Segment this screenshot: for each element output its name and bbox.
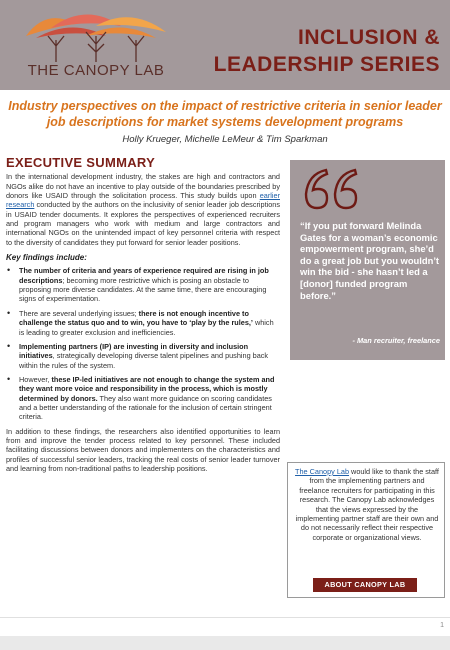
intro-text-a: In the international development industry, the stakes are high and contractors and NGOs alike do not have an incentive to play outside of the boundaries prescribed by donors like USAID through the solicitation process. This study builds upon bbox=[6, 172, 280, 201]
list-item bbox=[6, 375, 280, 422]
acknowledgement-text bbox=[294, 467, 440, 542]
finding-2-bold: there is not enough incentive to challenge the status quo and to win, you have to ‘play by the rules,’ bbox=[19, 308, 253, 328]
earlier-research-link[interactable]: earlier research bbox=[6, 191, 280, 210]
finding-2-text: which is leading to greater exclusion and inefficiencies. bbox=[19, 318, 274, 337]
finding-4-pre: However, bbox=[19, 374, 52, 384]
acknowledgement-body: would like to thank the staff from the implementing partners and freelance recruiters for participating in this research. The Canopy Lab acknowledges that the views expressed by the implementing partner staff are their own and do not necessarily reflect their respective corporate or organizational views. bbox=[295, 467, 439, 542]
about-canopy-lab-button[interactable]: ABOUT CANOPY LAB bbox=[313, 578, 417, 592]
finding-3-text: , strategically developing diverse talent pipelines and pushing back within the rules of the system. bbox=[19, 351, 269, 370]
finding-4-bold: these IP-led initiatives are not enough to change the system and they want more voice and responsibility in the process, which is mostly determined by donors. bbox=[19, 374, 275, 403]
canopy-lab-logo[interactable] bbox=[6, 6, 186, 86]
footer-divider bbox=[0, 617, 450, 618]
finding-3-bold: Implementing partners (IP) are investing in diversity and inclusion initiatives bbox=[19, 341, 249, 361]
intro-text-b: conducted by the authors on the inclusivity of senior leader job descriptions in USAID tender documents. It explores the perspectives of experienced recruiters and program managers who work with medium and large contractors and international NGOs on the unintended impact of key personnel criteria with respect to the diversity of candidates they put forward for senior leader positions. bbox=[6, 200, 280, 247]
series-title bbox=[200, 24, 440, 78]
quote-mark-icon bbox=[300, 164, 360, 214]
finding-1-bold: The number of criteria and years of experience required are rising in job descriptions bbox=[19, 266, 269, 285]
finding-1-text: ; becoming more restrictive which is posing an obstacle to proposing more diverse candidates. At the same time, there are encouraging signs of experimentation. bbox=[19, 275, 267, 304]
key-findings-list bbox=[6, 266, 280, 421]
header-banner bbox=[0, 0, 450, 90]
finding-2-pre: There are several underlying issues; bbox=[19, 308, 139, 318]
tree-canopy-icon bbox=[16, 6, 176, 64]
authors-line: Holly Krueger, Michelle LeMeur & Tim Sparkman bbox=[122, 134, 328, 145]
document-subtitle: Industry perspectives on the impact of restrictive criteria in senior leader job descriptions for market systems development programs bbox=[8, 99, 442, 129]
key-findings-heading: Key findings include: bbox=[6, 253, 87, 263]
quote-text: “If you put forward Melinda Gates for a woman’s economic empowerment program, she’d do a great job but you wouldn’t win the bid - she hasn’t led a [donor] funded program before.” bbox=[300, 220, 440, 301]
canopy-lab-link[interactable]: The Canopy Lab bbox=[295, 467, 350, 476]
series-title-line-1: INCLUSION & bbox=[298, 26, 440, 49]
footer-bar bbox=[0, 636, 450, 650]
finding-4-text: They also want more guidance on scoring candidates and a better understanding of the rationale for the inclusion of certain stringent criteria. bbox=[19, 393, 272, 422]
series-title-line-2: LEADERSHIP SERIES bbox=[213, 53, 440, 76]
executive-summary-heading: EXECUTIVE SUMMARY bbox=[6, 155, 156, 170]
closing-paragraph: In addition to these findings, the researchers also identified opportunities to learn from and improve the tender process related to key personnel. These included facilitating discussions between donors and implementers on the characteristics and profiles of successful senior leaders, tracking the real costs of senior leader turnover and learning from non-traditional paths to leadership positions. bbox=[6, 426, 280, 473]
executive-summary-section bbox=[6, 155, 280, 473]
logo-wordmark: THE CANOPY LAB bbox=[27, 62, 165, 79]
intro-paragraph bbox=[6, 172, 280, 247]
quote-attribution: - Man recruiter, freelance bbox=[352, 336, 440, 345]
list-item bbox=[6, 342, 280, 370]
page-number: 1 bbox=[440, 622, 444, 629]
list-item bbox=[6, 266, 280, 303]
pull-quote-box bbox=[290, 160, 445, 360]
list-item bbox=[6, 309, 280, 337]
